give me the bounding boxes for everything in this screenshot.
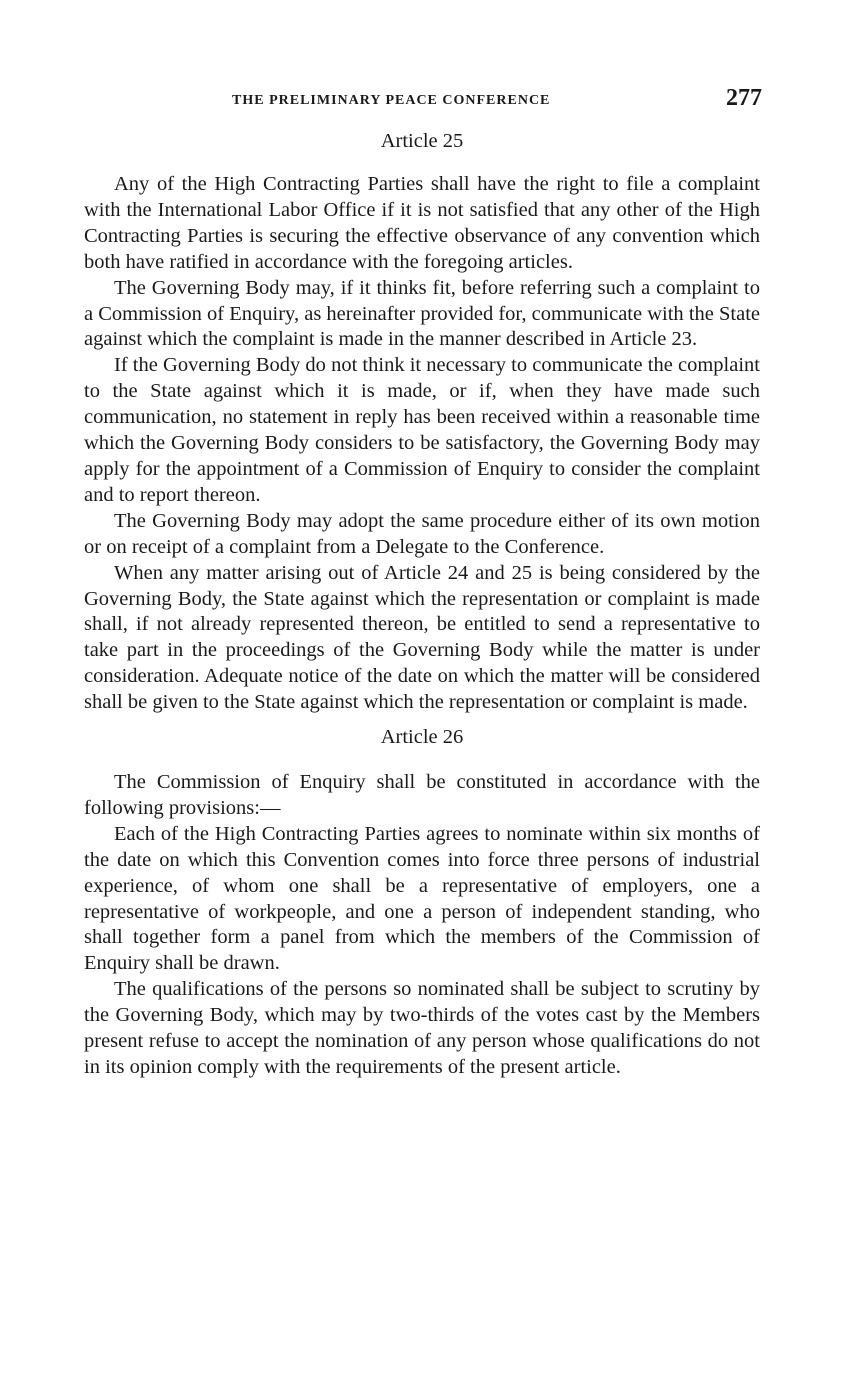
article-25-paragraph-1: Any of the High Contracting Parties shall have the right to file a complaint with the International Labor Office if it is not satisfied that any other of the High Contracting Parties is securing the effective observance of any convention which both have ratified in accordance with the foregoing articles. [84,173,760,273]
article-26-paragraph-2: Each of the High Contracting Parties agrees to nominate within six months of the date on which this Convention comes into force three persons of industrial experience, of whom one shall be a representative of employers, one a representative of workpeople, and one a person of independent standing, who shall together form a panel from which the members of the Commission of Enquiry shall be drawn. [84,822,760,975]
article-25-paragraph-5: When any matter arising out of Article 24 and 25 is being considered by the Governing Body, the State against which the representation or complaint is made shall, if not already represented thereon, be entitled to send a representative to take part in the proceedings of the Governing Body while the matter is under consideration. Adequate notice of the date on which the matter will be considered shall be given to the State against which the representation or complaint is made. [84,561,760,714]
article-25-paragraph-4: The Governing Body may adopt the same procedure either of its own motion or on receipt of a complaint from a Delegate to the Conference. [84,509,760,558]
running-head [84,84,760,118]
article-25-section [84,128,760,716]
article-25-paragraph-2: The Governing Body may, if it thinks fit, before referring such a complaint to a Commission of Enquiry, as hereinafter provided for, communicate with the State against which the complaint is made in the manner described in Article 23. [84,276,760,351]
article-25-paragraph-3: If the Governing Body do not think it necessary to communicate the complaint to the State against which it is made, or if, when they have made such communication, no statement in reply has been received within a reasonable time which the Governing Body considers to be satisfactory, the Governing Body may apply for the appointment of a Commission of Enquiry to consider the complaint and to report thereon. [84,354,760,506]
article-26-paragraph-3: The qualifications of the persons so nominated shall be subject to scrutiny by the Governing Body, which may by two-thirds of the votes cast by the Members present refuse to accept the nomination of any person whose qualifications do not in its opinion comply with the requirements of the present article. [84,978,760,1078]
running-title: THE PRELIMINARY PEACE CONFERENCE [232,93,551,108]
article-26-heading: Article 26 [380,726,464,749]
article-26-section [84,724,760,1081]
page-number: 277 [726,85,762,111]
document-page [84,84,760,1081]
article-26-paragraph-1: The Commission of Enquiry shall be constituted in accordance with the following provisions:— [84,771,760,819]
article-25-heading: Article 25 [380,130,464,152]
